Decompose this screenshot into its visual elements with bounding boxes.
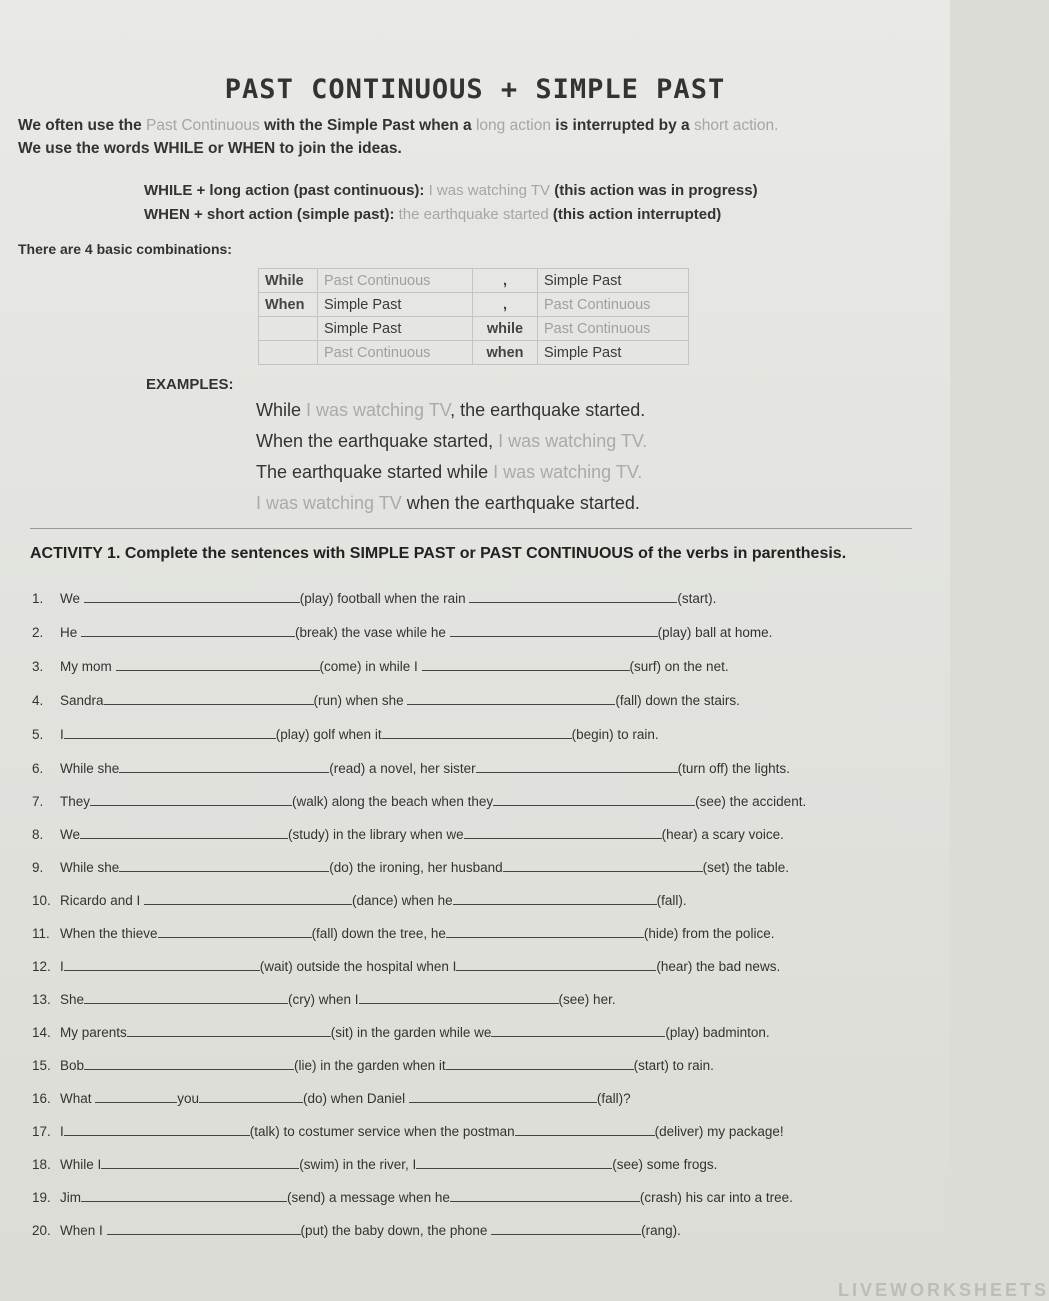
- intro-line-2: We use the words WHILE or WHEN to join the ideas.: [18, 140, 402, 157]
- answer-blank[interactable]: [64, 727, 276, 739]
- exercise-text: (hear) the bad news.: [656, 959, 781, 974]
- rule-while: [144, 182, 758, 199]
- exercise-row: [32, 992, 616, 1007]
- exercise-text: (crash) his car into a tree.: [639, 1190, 793, 1205]
- rule-when: [144, 206, 721, 223]
- liveworksheets-logo: LIVEWORKSHEETS: [838, 1280, 1049, 1300]
- answer-blank[interactable]: [359, 992, 559, 1004]
- exercise-row: [32, 625, 772, 640]
- answer-blank[interactable]: [407, 693, 615, 705]
- answer-blank[interactable]: [199, 1091, 303, 1103]
- exercise-number: 12.: [32, 959, 51, 974]
- intro-text: with the Simple Past when a: [259, 117, 476, 134]
- exercise-text: (see) her.: [558, 992, 616, 1007]
- combo-first: Past Continuous: [318, 341, 473, 365]
- table-row: [259, 293, 689, 317]
- combo-first: Simple Past: [318, 317, 473, 341]
- exercise-text: (do) the ironing, her husband: [329, 860, 503, 875]
- example-text: The earthquake started while: [256, 462, 494, 482]
- answer-blank[interactable]: [515, 1124, 655, 1136]
- exercise-text: you: [177, 1091, 200, 1106]
- exercise-text: (set) the table.: [702, 860, 789, 875]
- exercise-text: She: [60, 992, 85, 1007]
- exercise-text: I: [60, 959, 64, 974]
- exercise-text: Bob: [60, 1058, 85, 1073]
- combo-conj: When: [259, 293, 318, 317]
- exercise-number: 19.: [32, 1190, 51, 1205]
- exercise-text: (surf) on the net.: [629, 659, 729, 674]
- combo-conj: [259, 341, 318, 365]
- exercise-text: We: [60, 591, 84, 606]
- exercise-text: (begin) to rain.: [571, 727, 659, 742]
- exercise-text: My mom: [60, 659, 116, 674]
- answer-blank[interactable]: [101, 1157, 299, 1169]
- intro-highlight-long-action: long action: [475, 117, 551, 134]
- answer-blank[interactable]: [464, 827, 662, 839]
- exercise-number: 3.: [32, 659, 44, 674]
- section-divider: [30, 528, 912, 529]
- exercise-number: 10.: [32, 893, 51, 908]
- exercise-row: [32, 860, 789, 875]
- answer-blank[interactable]: [491, 1025, 665, 1037]
- intro-highlight-past-continuous: Past Continuous: [146, 117, 260, 134]
- answer-blank[interactable]: [456, 959, 656, 971]
- exercise-number: 7.: [32, 794, 44, 809]
- intro-text: We often use the: [18, 117, 147, 134]
- combo-second: Simple Past: [538, 269, 689, 293]
- exercise-text: (deliver) my package!: [654, 1124, 784, 1139]
- example-sentence: [256, 431, 647, 452]
- exercise-number: 20.: [32, 1223, 51, 1238]
- exercise-row: [32, 1025, 770, 1040]
- answer-blank[interactable]: [119, 761, 329, 773]
- combinations-title: There are 4 basic combinations:: [18, 241, 232, 257]
- answer-blank[interactable]: [107, 1223, 301, 1235]
- example-highlight: I was watching TV: [306, 400, 451, 420]
- answer-blank[interactable]: [84, 591, 300, 603]
- exercise-number: 2.: [32, 625, 44, 640]
- exercise-text: (rang).: [641, 1223, 681, 1238]
- answer-blank[interactable]: [493, 794, 695, 806]
- answer-blank[interactable]: [84, 992, 288, 1004]
- exercise-text: (talk) to costumer service when the postman: [249, 1124, 515, 1139]
- combinations-table: [258, 268, 689, 365]
- answer-blank[interactable]: [469, 591, 677, 603]
- exercise-text: (dance) when he: [352, 893, 453, 908]
- exercise-row: [32, 1223, 681, 1238]
- examples-label: EXAMPLES:: [146, 376, 234, 393]
- exercise-text: (fall)?: [596, 1091, 631, 1106]
- exercise-text: (fall) down the stairs.: [615, 693, 740, 708]
- exercise-text: We: [60, 827, 81, 842]
- exercise-number: 18.: [32, 1157, 51, 1172]
- exercise-number: 14.: [32, 1025, 51, 1040]
- exercise-text: (see) the accident.: [695, 794, 807, 809]
- combo-mid: ,: [473, 269, 538, 293]
- combo-first: Past Continuous: [318, 269, 473, 293]
- exercise-row: [32, 794, 806, 809]
- answer-blank[interactable]: [144, 893, 352, 905]
- exercise-number: 9.: [32, 860, 44, 875]
- exercise-text: (start) to rain.: [633, 1058, 714, 1073]
- exercise-text: (sit) in the garden while we: [330, 1025, 492, 1040]
- answer-blank[interactable]: [104, 693, 314, 705]
- page-title: PAST CONTINUOUS + SIMPLE PAST: [224, 74, 726, 105]
- exercise-row: [32, 1058, 714, 1073]
- exercise-text: (cry) when I: [288, 992, 359, 1007]
- answer-blank[interactable]: [64, 1124, 250, 1136]
- example-sentence: [256, 462, 642, 483]
- combo-second: Past Continuous: [538, 293, 689, 317]
- example-highlight: I was watching TV: [256, 493, 402, 513]
- exercise-text: (hear) a scary voice.: [661, 827, 784, 842]
- answer-blank[interactable]: [503, 860, 703, 872]
- combo-conj: While: [259, 269, 318, 293]
- exercise-text: (swim) in the river, I: [299, 1157, 417, 1172]
- intro-line-1: [18, 117, 778, 135]
- answer-blank[interactable]: [491, 1223, 641, 1235]
- exercise-text: (play) badminton.: [665, 1025, 770, 1040]
- answer-blank[interactable]: [446, 926, 644, 938]
- exercise-number: 13.: [32, 992, 51, 1007]
- answer-blank[interactable]: [446, 1058, 634, 1070]
- rule-note: (this action interrupted): [548, 206, 722, 223]
- exercise-text: (see) some frogs.: [612, 1157, 718, 1172]
- exercise-text: While I: [60, 1157, 102, 1172]
- exercise-text: When I: [60, 1223, 107, 1238]
- answer-blank[interactable]: [127, 1025, 331, 1037]
- rule-example: the earthquake started: [398, 206, 549, 223]
- answer-blank[interactable]: [158, 926, 312, 938]
- exercise-row: [32, 1190, 793, 1205]
- example-sentence: [256, 400, 645, 421]
- table-row: [259, 341, 689, 365]
- answer-blank[interactable]: [382, 727, 572, 739]
- exercise-number: 15.: [32, 1058, 51, 1073]
- example-text: when the earthquake started.: [401, 493, 640, 513]
- answer-blank[interactable]: [416, 1157, 612, 1169]
- exercise-text: Ricardo and I: [60, 893, 145, 908]
- combo-mid: when: [473, 341, 538, 365]
- table-row: [259, 269, 689, 293]
- answer-blank[interactable]: [450, 625, 658, 637]
- answer-blank[interactable]: [409, 1091, 597, 1103]
- exercise-text: (read) a novel, her sister: [329, 761, 476, 776]
- exercise-number: 5.: [32, 727, 44, 742]
- answer-blank[interactable]: [422, 659, 630, 671]
- exercise-text: (come) in while I: [319, 659, 422, 674]
- exercise-text: (send) a message when he: [287, 1190, 450, 1205]
- rule-note: (this action was in progress): [550, 182, 758, 199]
- exercise-text: They: [60, 794, 91, 809]
- exercise-number: 8.: [32, 827, 44, 842]
- exercise-number: 6.: [32, 761, 44, 776]
- exercise-text: (start).: [677, 591, 717, 606]
- exercise-text: (hide) from the police.: [643, 926, 775, 941]
- intro-text: is interrupted by a: [550, 117, 694, 134]
- exercise-row: [32, 827, 784, 842]
- example-sentence: [256, 493, 640, 514]
- rule-label: WHILE + long action (past continuous):: [144, 182, 429, 199]
- exercise-number: 11.: [32, 926, 50, 941]
- answer-blank[interactable]: [64, 959, 260, 971]
- exercise-text: What: [60, 1091, 96, 1106]
- rule-example: I was watching TV: [428, 182, 551, 199]
- exercise-text: (play) football when the rain: [299, 591, 470, 606]
- activity-title: ACTIVITY 1. Complete the sentences with SIMPLE PAST or PAST CONTINUOUS of the verbs in parenthesis.: [30, 545, 847, 562]
- exercise-text: (play) golf when it: [275, 727, 382, 742]
- answer-blank[interactable]: [476, 761, 678, 773]
- intro-highlight-short-action: short action.: [693, 117, 779, 134]
- exercise-number: 16.: [32, 1091, 51, 1106]
- exercise-text: While she: [60, 761, 120, 776]
- combo-conj: [259, 317, 318, 341]
- exercise-number: 17.: [32, 1124, 51, 1139]
- answer-blank[interactable]: [95, 1091, 177, 1103]
- rule-label: WHEN + short action (simple past):: [144, 206, 399, 223]
- exercise-text: (put) the baby down, the phone: [300, 1223, 492, 1238]
- answer-blank[interactable]: [80, 827, 288, 839]
- combo-mid: while: [473, 317, 538, 341]
- exercise-row: [32, 659, 729, 674]
- exercise-row: [32, 893, 687, 908]
- exercise-text: Sandra: [60, 693, 104, 708]
- answer-blank[interactable]: [81, 625, 295, 637]
- exercise-text: (do) when Daniel: [303, 1091, 409, 1106]
- exercise-row: [32, 727, 659, 742]
- exercise-row: [32, 959, 780, 974]
- exercise-number: 4.: [32, 693, 44, 708]
- example-text: , the earthquake started.: [450, 400, 646, 420]
- exercise-text: When the thieve: [60, 926, 158, 941]
- example-text: When the earthquake started,: [256, 431, 499, 451]
- exercise-row: [32, 1124, 784, 1139]
- exercise-row: [32, 591, 716, 606]
- exercise-row: [32, 693, 740, 708]
- exercise-text: Jim: [60, 1190, 81, 1205]
- answer-blank[interactable]: [450, 1190, 640, 1202]
- exercise-text: He: [60, 625, 82, 640]
- combo-mid: ,: [473, 293, 538, 317]
- exercise-text: (break) the vase while he: [295, 625, 450, 640]
- combo-second: Simple Past: [538, 341, 689, 365]
- answer-blank[interactable]: [84, 1058, 294, 1070]
- answer-blank[interactable]: [90, 794, 292, 806]
- exercise-row: [32, 1091, 631, 1106]
- exercise-text: (wait) outside the hospital when I: [259, 959, 457, 974]
- exercise-text: While she: [60, 860, 120, 875]
- exercise-text: (turn off) the lights.: [677, 761, 790, 776]
- exercise-text: (run) when she: [313, 693, 408, 708]
- answer-blank[interactable]: [81, 1190, 287, 1202]
- exercise-text: (fall).: [656, 893, 687, 908]
- exercise-text: I: [60, 727, 64, 742]
- exercise-text: (lie) in the garden when it: [294, 1058, 446, 1073]
- exercise-row: [32, 1157, 717, 1172]
- combo-first: Simple Past: [318, 293, 473, 317]
- exercise-text: (study) in the library when we: [288, 827, 464, 842]
- exercise-row: [32, 926, 774, 941]
- example-text: While: [256, 400, 307, 420]
- combo-second: Past Continuous: [538, 317, 689, 341]
- answer-blank[interactable]: [116, 659, 320, 671]
- answer-blank[interactable]: [119, 860, 329, 872]
- exercise-text: I: [60, 1124, 64, 1139]
- answer-blank[interactable]: [453, 893, 657, 905]
- exercise-text: (walk) along the beach when they: [292, 794, 494, 809]
- exercise-row: [32, 761, 790, 776]
- exercise-text: My parents: [60, 1025, 127, 1040]
- exercise-text: (play) ball at home.: [657, 625, 773, 640]
- exercise-number: 1.: [32, 591, 44, 606]
- example-highlight: I was watching TV.: [493, 462, 643, 482]
- table-row: [259, 317, 689, 341]
- example-highlight: I was watching TV.: [498, 431, 648, 451]
- exercise-text: (fall) down the tree, he: [311, 926, 446, 941]
